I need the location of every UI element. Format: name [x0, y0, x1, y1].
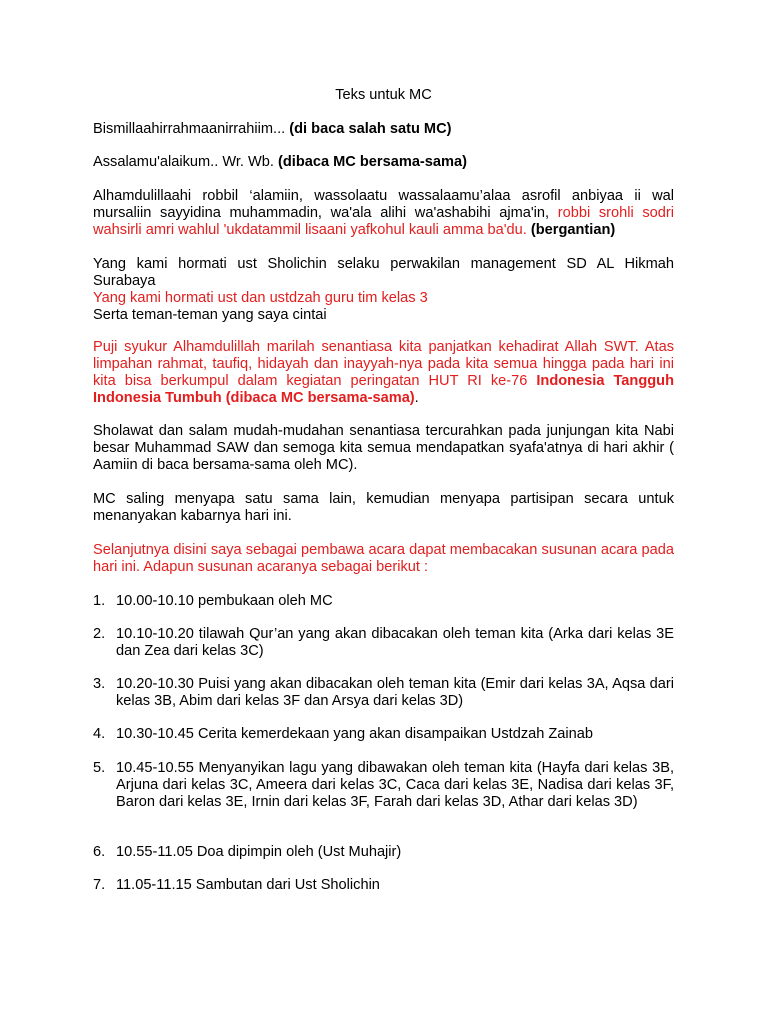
hamdalah-doa: robbi srohli sodri wahsirli amri wahlul 'ukdatammil lisaani yafkohul kauli amma ba'du.: [93, 205, 674, 238]
menyapa-paragraph: MC saling menyapa satu sama lain, kemudian menyapa partisipan secara untuk menanyakan kabarnya hari ini.: [93, 491, 674, 524]
salam-note: (dibaca MC bersama-sama): [278, 154, 467, 170]
puji-tagline: Indonesia Tangguh Indonesia Tumbuh (dibaca MC bersama-sama): [93, 373, 674, 406]
list-item: [93, 593, 674, 610]
list-text: 10.30-10.45 Cerita kemerdekaan yang akan disampaikan Ustdzah Zainab: [116, 726, 594, 742]
list-item: [93, 726, 674, 743]
list-number: 6.: [93, 844, 106, 860]
list-number: 5.: [93, 760, 106, 776]
bismillah-text: Bismillaahirrahmaanirrahiim...: [93, 121, 286, 137]
bismillah-note: (di baca salah satu MC): [289, 121, 452, 137]
list-item: [93, 760, 674, 811]
list-text: 10.20-10.30 Puisi yang akan dibacakan oleh teman kita (Emir dari kelas 3A, Aqsa dari kelas 3B, Abim dari kelas 3F dan Arsya dari kelas 3D): [116, 676, 674, 709]
list-number: 4.: [93, 726, 106, 742]
hamdalah-text: Alhamdulillaahi robbil ‘alamiin, wassolaatu wassalaamu’alaa asrofil anbiyaa ii wal mursaliin sayyidina muhammadin, wa'ala alihi wa'ashabihi ajma'in,: [93, 188, 674, 221]
list-number: 3.: [93, 676, 106, 692]
list-number: 1.: [93, 593, 106, 609]
greetings-block: [93, 256, 674, 324]
greeting-line-1: Yang kami hormati ust Sholichin selaku perwakilan management SD AL Hikmah Surabaya: [93, 256, 674, 289]
list-text: 10.00-10.10 pembukaan oleh MC: [116, 593, 333, 609]
list-number: 7.: [93, 877, 106, 893]
list-item: [93, 877, 674, 894]
list-item: [93, 676, 674, 710]
puji-paragraph: [93, 339, 674, 407]
list-item: [93, 626, 674, 660]
opening-salam: [93, 154, 674, 171]
opening-bismillah: [93, 121, 674, 138]
greeting-line-2: Yang kami hormati ust dan ustdzah guru tim kelas 3: [93, 290, 428, 306]
list-number: 2.: [93, 626, 106, 642]
hamdalah-paragraph: [93, 188, 674, 239]
puji-text: Puji syukur Alhamdulillah marilah senantiasa kita panjatkan kehadirat Allah SWT. Atas limpahan rahmat, taufiq, hidayah dan inayyah-nya pada kita semua hingga pada hari ini kita bisa berkumpul dalam kegiatan peringatan HUT RI ke-76: [93, 339, 674, 389]
selanjutnya-paragraph: Selanjutnya disini saya sebagai pembawa acara dapat membacakan susunan acara pada hari ini. Adapun susunan acaranya sebagai berikut :: [93, 542, 674, 575]
list-text: 10.45-10.55 Menyanyikan lagu yang dibawakan oleh teman kita (Hayfa dari kelas 3B, Arjuna dari kelas 3C, Ameera dari kelas 3C, Caca dari kelas 3E, Nadisa dari kelas 3F, Baron dari kelas 3E, Irnin dari kelas 3F, Farah dari kelas 3D, Athar dari kelas 3D): [116, 760, 674, 810]
list-text: 11.05-11.15 Sambutan dari Ust Sholichin: [116, 877, 380, 893]
list-item: [93, 844, 674, 861]
salam-text: Assalamu'alaikum.. Wr. Wb.: [93, 154, 274, 170]
hamdalah-note: (bergantian): [530, 222, 616, 238]
document-title: Teks untuk MC: [335, 87, 432, 103]
greeting-line-3: Serta teman-teman yang saya cintai: [93, 307, 327, 323]
list-text: 10.10-10.20 tilawah Qur’an yang akan dibacakan oleh teman kita (Arka dari kelas 3E dan Zea dari kelas 3C): [116, 626, 674, 659]
list-text: 10.55-11.05 Doa dipimpin oleh (Ust Muhajir): [116, 844, 402, 860]
puji-end: .: [414, 390, 419, 406]
sholawat-paragraph: Sholawat dan salam mudah-mudahan senantiasa tercurahkan pada junjungan kita Nabi besar Muhammad SAW dan semoga kita semua mendapatkan syafa'atnya di hari akhir ( Aamiin di baca bersama-sama oleh MC).: [93, 423, 674, 473]
